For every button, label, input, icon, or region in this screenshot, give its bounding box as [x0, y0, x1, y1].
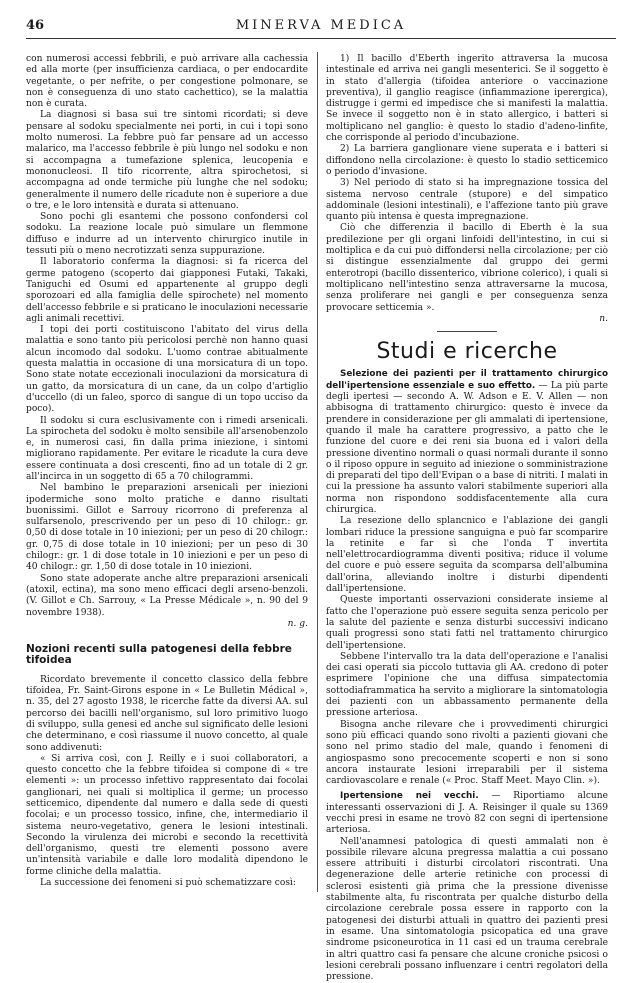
paragraph: La resezione dello splancnico e l'ablazione dei gangli lombari riduce la pressione sanguigna e può far scomparire la retinite e far sì che l'onda T invertita nell'elettrocardiogramma diventi positiva; riduce il volume del cuore e può essere seguita da scomparsa dell'albumina dall'orina, alleviando inoltre i disturbi dipendenti dall'ipertensione.: [326, 516, 608, 595]
paragraph: Il sodoku si cura esclusivamente con i rimedi arsenicali. La spirocheta del sodoku è molto sensibile all'arsenobenzolo e, in numerosi casi, fin dalla prima iniezione, i sintomi migliorano rapidamente. Per evitare le ricadute la cura deve essere continuata a dosi crescenti, fino ad un totale di 2 gr. all'incirca in un soggetto di 65 a 70 chilogrammi.: [26, 415, 308, 482]
article-lead: Selezione dei pazienti per il trattamento chirurgico dell'ipertensione essenziale e suo effetto.: [326, 369, 608, 391]
section-title: Nozioni recenti sulla patogenesi della febbre tifoidea: [26, 643, 292, 667]
paragraph: con numerosi accessi febbrili, e può arrivare alla cachessia ed alla morte (per insufficienza cardiaca, o per endocardite vegetante, o per nefrite, o per congestione polmonare, se non è conseguenza di uno stato cachettico), se la malattia non è curata.: [26, 54, 308, 110]
right-column: [326, 54, 608, 983]
paragraph: Ciò che differenzia il bacillo di Eberth è la sua predilezione per gli organi linfoidi dell'intestino, in cui si moltiplica e da cui può diffondersi nella circolazione; per ciò si distingue essenzialmente dal gruppo dei germi enterotropi (bacillo dissenterico, vibrione colerico), i quali si moltiplicano nell'intestino senza attraversarne la mucosa, senza proliferare nei gangli e per conseguenza senza provocare setticemia ».: [326, 223, 608, 313]
journal-title: MINERVA MEDICA: [235, 18, 407, 33]
paragraph: Ricordato brevemente il concetto classico della febbre tifoidea, Fr. Saint-Girons espone in « Le Bulletin Médical », n. 35, del 27 agosto 1938, le ricerche fatte da diversi AA. sul percorso dei bacilli nell'organismo, sul loro primitivo luogo di sviluppo, sulla genesi ed anche sul significato delle lesioni che determinano, e così riassume il nuovo concetto, al quale sono addivenuti:: [26, 674, 308, 753]
left-column: [26, 54, 308, 889]
paragraph: 2) La barriera ganglionare viene superata e i batteri si diffondono nella circolazione: è questo lo stadio setticemico o periodo d'invasione.: [326, 144, 608, 177]
paragraph: Queste importanti osservazioni considerate insieme al fatto che l'operazione può essere seguita senza pericolo per la salute del paziente e senza disturbi successivi indicano quali progressi sono stati fatti nel trattamento chirurgico dell'ipertensione.: [326, 595, 608, 651]
author-signature: n.: [599, 313, 608, 324]
article-lead: Ipertensione nei vecchi.: [340, 791, 479, 802]
paragraph: Il laboratorio conferma la diagnosi: si fa ricerca del germe patogeno (scoperto dai giapponesi Futaki, Takaki, Taniguchi ed Osumi ed appartenente al gruppo degli sporozoari ed alla famiglia delle spirochete) nel momento dell'accesso febbrile e si praticano le inoculazioni necessarie agli animali recettivi.: [26, 257, 308, 324]
page-header: [26, 18, 616, 42]
article-paragraph: [326, 369, 608, 516]
article-paragraph: [326, 791, 608, 836]
paragraph: I topi dei porti costituiscono l'abitato del virus della malattia e sono tanto più pericolosi perchè non hanno quasi alcun incomodo dal sodoku. L'uomo contrae abitualmente questa malattia in occasione di una morsicatura di un topo. Sono state notate eccezionali inoculazioni da morsicatura di un gatto, da morsicatura di un cane, da un colpo d'artiglio d'uccello (di un faleo, sporco di sangue di un topo ucciso da poco).: [26, 325, 308, 415]
paragraph: Sebbene l'intervallo tra la data dell'operazione e l'analisi dei casi operati sia piccolo tuttavia gli AA. credono di poter esprimere l'opinione che una diffusa simpatectomia sottodiaframmatica ha servito a migliorare la sintomatologia dei pazienti con un abbassamento permanente della pressione arteriosa.: [326, 651, 608, 719]
separator: [437, 331, 497, 332]
journal-page: [26, 18, 616, 983]
paragraph: Bisogna anche rilevare che i provvedimenti chirurgici sono più efficaci quando sono rivolti a pazienti giovani che sono nel primo stadio del male, quando i fenomeni di angiospasmo sono precocemente scoperti e non si sono ancora instaurate lesioni irreparabili per il sistema cardiovascolare e renale (« Proc. Staff Meet. Mayo Clin. »).: [326, 719, 608, 787]
paragraph: Nell'anamnesi patologica di questi ammalati non è possibile rilevare alcuna pregressa malattia a cui possano essere attribuiti i disturbi circolatori riscontrati. Una degenerazione delle arterie retiniche con processi di sclerosi esistenti già prima che la pressione divenisse stabilmente alta, fu riscontrata per qualche disturbo della circolazione cerebrale possa essere in rapporto con la patogenesi dei disturbi attuali in quattro dei pazienti presi in esame. Una sintomatologia psicopatica ed una grave sindrome psiconeurotica in 11 casi ed un trauma cerebrale in altri quattro casi fa pensare che alcune croniche psicosi o lesioni cerebrali possano influenzare i centri regolatori della pressione.: [326, 836, 608, 983]
page-number: 46: [26, 18, 45, 33]
paragraph: Nel bambino le preparazioni arsenicali per iniezioni ipodermiche sono molto pratiche e danno risultati buonissimi. Gillot e Sarrouy ricorrono di preferenza al sulfarsenolo, prescrivendo per un peso di 10 chilogr.: gr. 0,50 di dose totale in 10 iniezioni; per un peso di 20 chilogr.: gr. 0,75 di dose totale in 10 iniezioni; per un peso di 30 chilogr.: gr. 1 di dose totale in 10 iniezioni e per un peso di 40 chilogr.: gr. 1,50 di dose totale in 10 iniezioni.: [26, 483, 308, 573]
author-signature: n. g.: [287, 618, 308, 629]
paragraph: Sono state adoperate anche altre preparazioni arsenicali (atoxil, ectina), ma sono meno efficaci degli arseno-benzoli. (V. Gillot e Ch. Sarrouy, « La Presse Médicale », n. 90 del 9 novembre 1938).: [26, 573, 308, 618]
paragraph: « Si arriva così, con J. Reilly e i suoi collaboratori, a questo concetto che la febbre tifoidea si compone di « tre elementi »: un processo infettivo rappresentato dai focolai ganglionari, nei quali si moltiplica il germe; un processo setticemico, dipendente dal numero e dalla sede di questi focolai; e un processo tossico, infine, che, intermediario il sistema neuro-vegetativo, genera le lesioni intestinali. Secondo la virulenza dei microbi e secondo la recettività dell'organismo, questi tre elementi possono avere un'intensità variabile e dalle loro modalità dipendono le forme cliniche della malattia.: [26, 753, 308, 877]
article-text: — Riportiamo alcune interessanti osservazioni di J. A. Reisinger il quale su 1369 vecchi presi in esame ne trovò 82 con segni di ipertensione arteriosa.: [326, 791, 609, 836]
paragraph: La diagnosi si basa sui tre sintomi ricordati; si deve pensare al sodoku specialmente nei porti, in cui i topi sono molto numerosi. La febbre può far pensare ad un accesso malarico, ma l'accesso febbrile è più lungo nel sodoku e non si accompagna a tumefazione splenica, leucopenia e mononucleosi. Il tifo ricorrente, altra spirochetosi, si accompagna ad onde termiche più lunghe che nel sodoku; generalmente il numero delle ricadute non è superiore a due o tre, e le loro intensità e durata si attenuano.: [26, 110, 308, 211]
paragraph: 1) Il bacillo d'Eberth ingerito attraversa la mucosa intestinale ed arriva nei gangli mesenterici. Se il soggetto è in stato d'allergia (tifoidea anteriore o vaccinazione preventiva), il ganglio reagisce (infiammazione iperergica), distrugge i germi ed impedisce che si manifesti la malattia. Se invece il soggetto non è in stato allergico, i batteri si moltiplicano nel ganglio: è questo lo stadio d'adeno-linfite, che corrisponde al periodo d'incubazione.: [326, 54, 608, 144]
paragraph: 3) Nel periodo di stato si ha impregnazione tossica del sistema nervoso centrale (stupore) e del simpatico addominale (lesioni intestinali), e l'affezione tanto più grave quanto più intensa è questa impregnazione.: [326, 178, 608, 223]
header-rule: [26, 38, 616, 39]
column-divider: [317, 52, 318, 892]
paragraph: La successione dei fenomeni si può schematizzare così:: [40, 878, 296, 889]
paragraph: Sono pochi gli esantemi che possono confondersi col sodoku. La reazione locale può simulare un flemmone diffuso e indurre ad un intervento chirurgico inutile in tessuti più o meno necrotizzati senza suppurazione.: [26, 212, 308, 257]
section-heading: Studi e ricerche: [376, 339, 558, 365]
article-text: — La più parte degli ipertesi — secondo A. W. Adson e E. V. Allen — non abbisogna di trattamento chirurgico: questo è invece da prendere in considerazione per gli ammalati di ipertensione, quando il male ha carattere progressivo, a patto che le funzione del cuore e dei reni sia buona ed i valori della pressione diventino normali o quasi normali durante il sonno o il riposo oppure in seguito ad iniezione o somministrazione di preparati del tipo dell'Evipan o a base di nitriti. I malati in cui la pressione ha assunto valori stabilmente superiori alla norma non rispondono soddisfacentemente alla cura chirurgica.: [326, 380, 608, 515]
